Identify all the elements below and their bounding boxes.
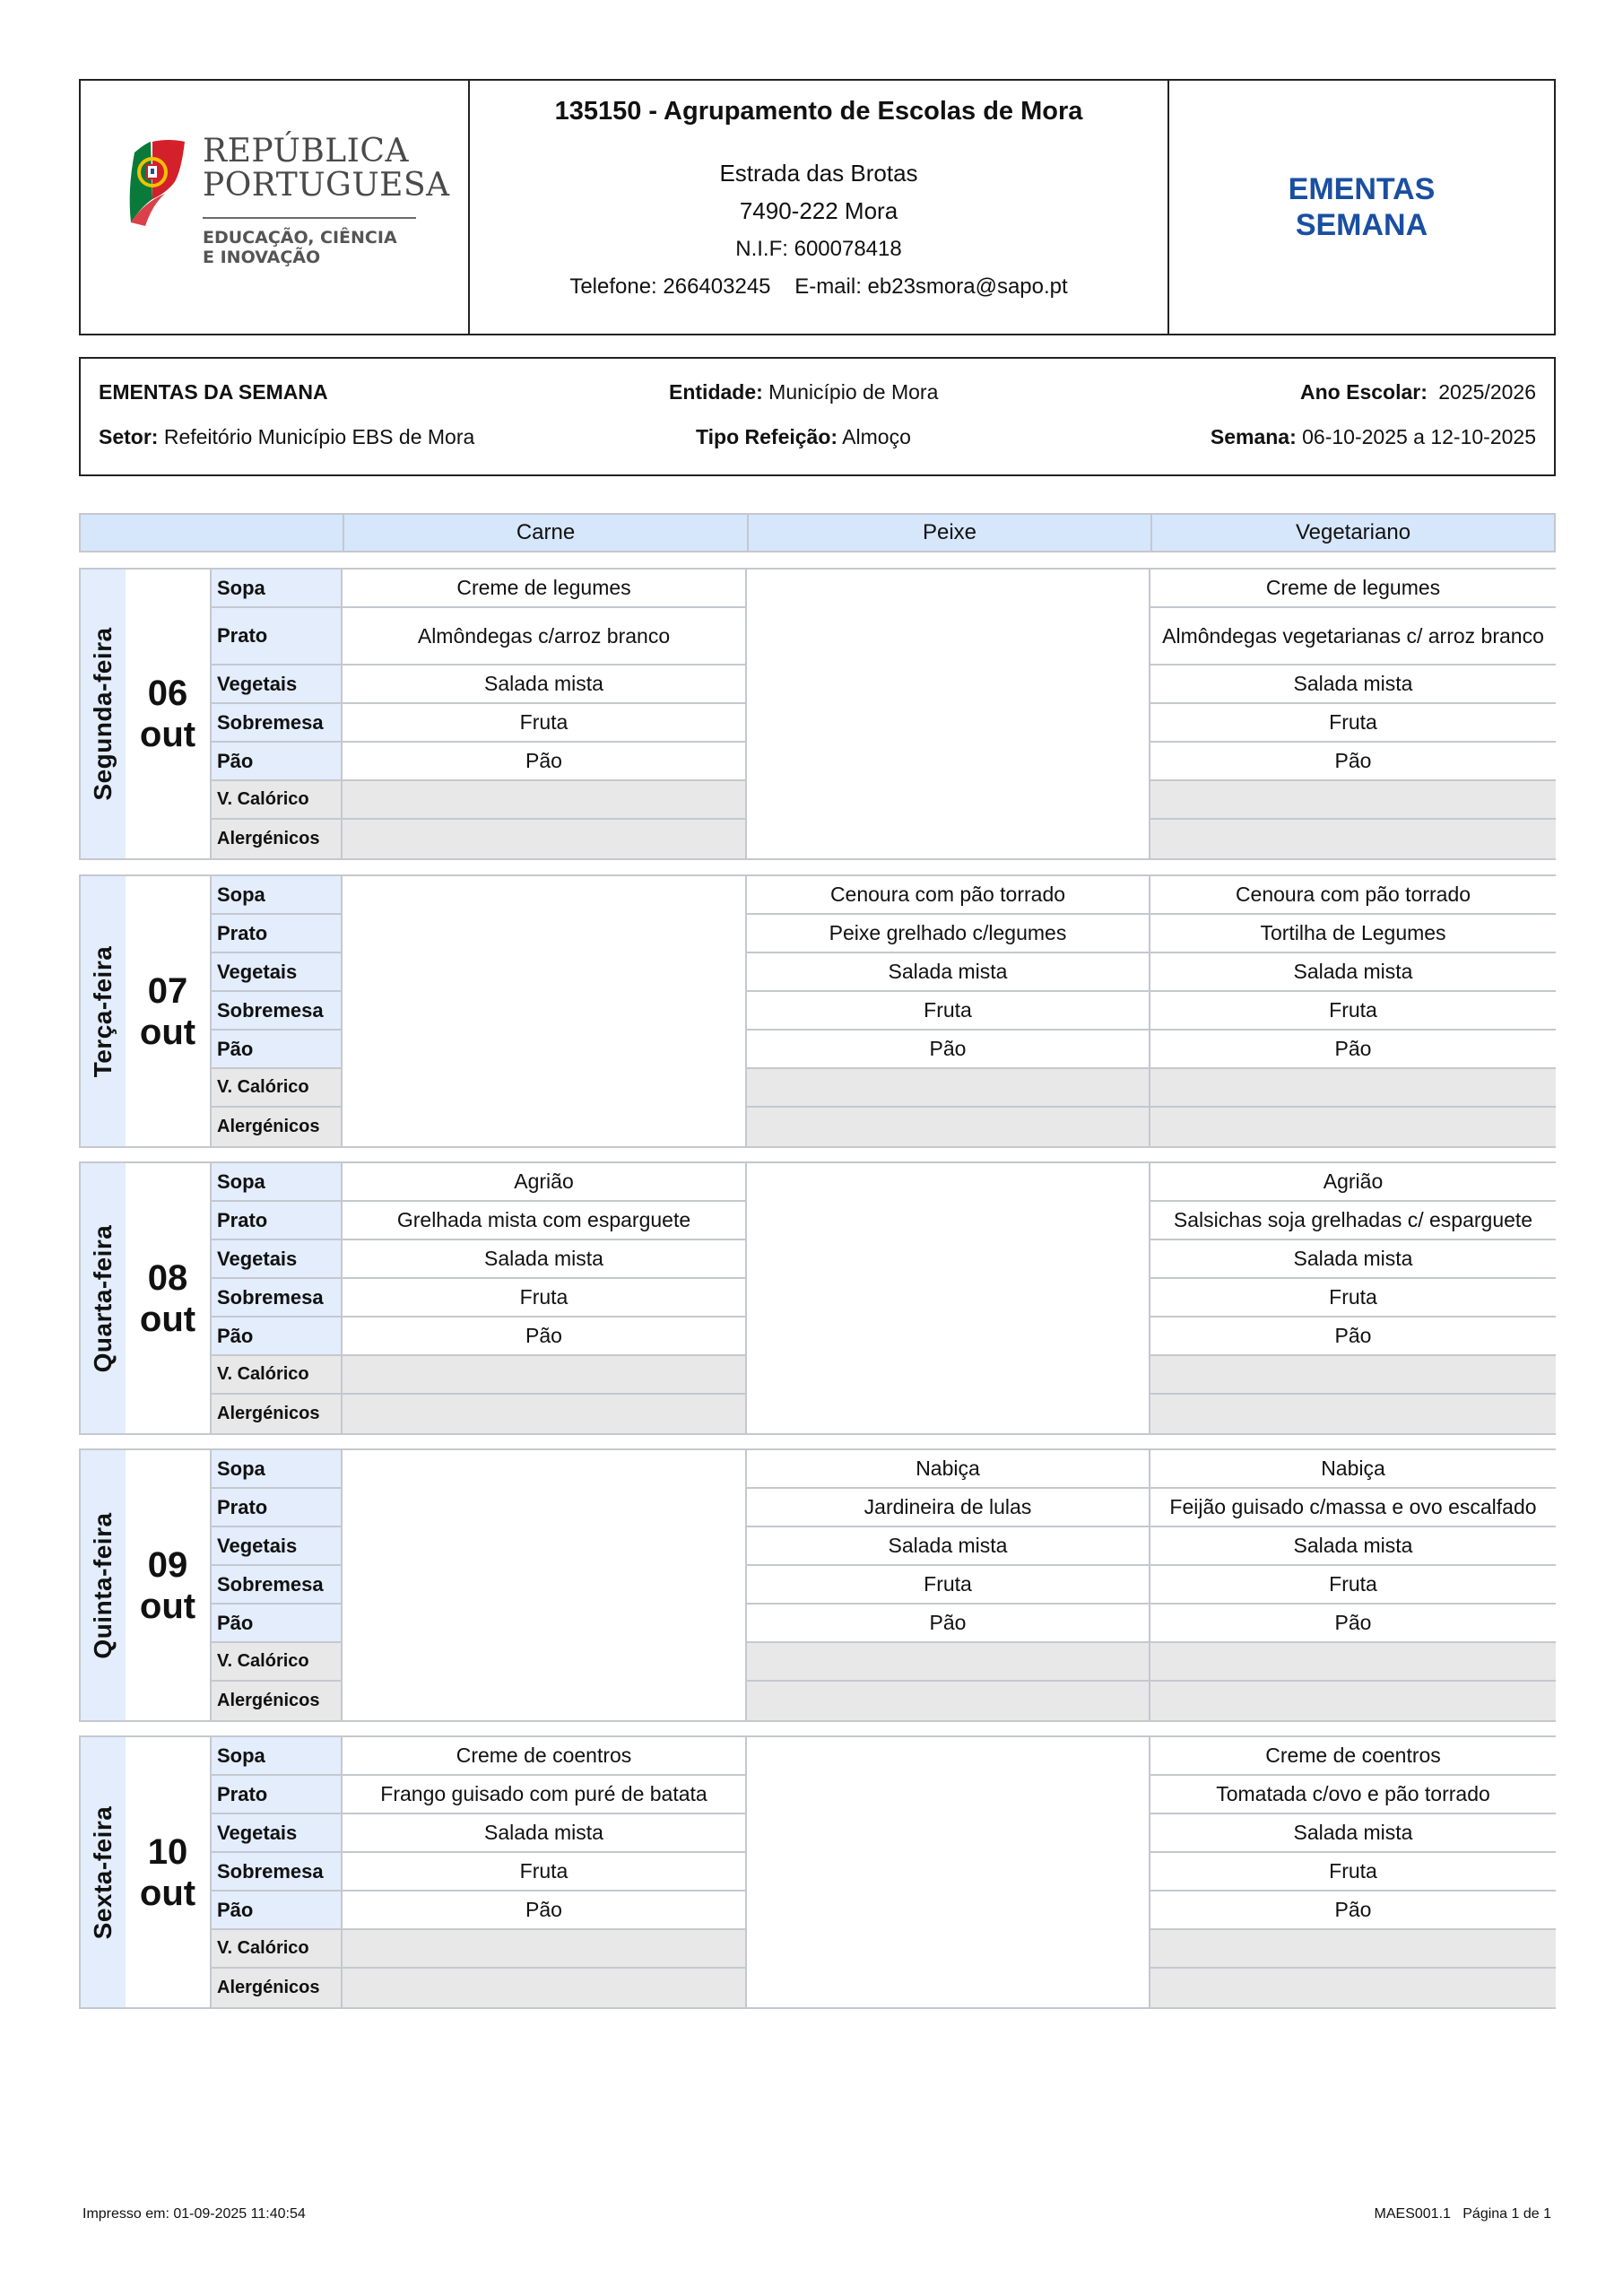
row-label: Alergénicos [212,820,343,858]
day-block [79,874,1556,1148]
row-label: Sopa [212,1737,343,1776]
row-label: Sobremesa [212,1566,343,1605]
menu-cell-vegetariano: Feijão guisado c/massa e ovo escalfado [1150,1489,1556,1527]
menu-cell-vegetariano [1150,1069,1556,1108]
menu-cell-vegetariano [1150,781,1556,820]
menu-cell-vegetariano: Fruta [1150,992,1556,1031]
row-label: Sobremesa [212,1279,343,1318]
row-label: Pão [212,743,343,781]
row-label: Alergénicos [212,1682,343,1720]
column-header-carne: Carne [343,513,749,552]
menu-cell-carne: Frango guisado com puré de batata [343,1776,747,1814]
row-label: Vegetais [212,1814,343,1853]
menu-cell-vegetariano [1150,1108,1556,1146]
day-block [79,568,1556,860]
day-name-cell [81,570,127,858]
date [126,970,210,1053]
day-name: Sexta-feira [89,1805,117,1939]
logo-line-1: REPÚBLICA [203,133,409,170]
logo-wordmark [203,135,450,203]
menu-cell-carne: Pão [343,743,747,781]
menu-cell-carne: Agrião [343,1163,747,1202]
menu-cell-vegetariano: Salada mista [1150,953,1556,992]
row-label: Vegetais [212,953,343,992]
info-entidade [669,380,938,404]
row-label: Alergénicos [212,1108,343,1146]
menu-cell-vegetariano: Fruta [1150,1853,1556,1892]
row-label: V. Calórico [212,1643,343,1682]
menu-cell-peixe [747,1643,1150,1682]
document-title [1289,171,1436,243]
day-name: Quinta-feira [89,1511,117,1659]
date [126,1831,210,1914]
menu-cell-carne: Grelhada mista com esparguete [343,1202,747,1240]
menu-cell-peixe: Pão [747,1031,1150,1069]
menu-cell-vegetariano: Creme de legumes [1150,570,1556,608]
menu-cell-carne [343,1395,747,1433]
row-label: V. Calórico [212,1069,343,1108]
school-name: 135150 - Agrupamento de Escolas de Mora [554,97,1083,126]
menu-cell-vegetariano: Salada mista [1150,665,1556,704]
document-code-page: MAES001.1 Página 1 de 1 [1374,2206,1551,2222]
row-label: Vegetais [212,1527,343,1566]
row-label: Prato [212,915,343,953]
menu-cell-carne: Pão [343,1318,747,1356]
row-label: Sopa [212,570,343,608]
menu-cell-carne [343,1930,747,1969]
menu-cell-vegetariano: Salsichas soja grelhadas c/ esparguete [1150,1202,1556,1240]
logo-sub-line-1: EDUCAÇÃO, CIÊNCIA [203,228,397,248]
menu-cell-vegetariano [1150,1356,1556,1395]
menu-cell-carne: Salada mista [343,1240,747,1279]
day-name: Quarta-feira [89,1224,117,1372]
date-cell [126,1737,212,2007]
date-day: 07 [147,970,188,1011]
menu-cell-peixe [747,1682,1150,1720]
menu-cell-vegetariano: Tortilha de Legumes [1150,915,1556,953]
row-label: V. Calórico [212,781,343,820]
school-address-line-2: 7490-222 Mora [739,197,898,224]
column-header-peixe: Peixe [747,513,1152,552]
menu-cell-vegetariano: Salada mista [1150,1814,1556,1853]
date-month: out [139,715,196,754]
menu-cell-peixe: Fruta [747,992,1150,1031]
row-label: Prato [212,1776,343,1814]
logo-divider [203,217,416,219]
menu-cell-vegetariano: Creme de coentros [1150,1737,1556,1776]
date [126,1544,210,1627]
menu-empty-carne [343,876,747,1146]
menu-empty-peixe [747,570,1150,858]
day-name-cell [81,1737,127,2007]
menu-cell-vegetariano [1150,1969,1556,2007]
menu-cell-vegetariano: Nabiça [1150,1450,1556,1489]
row-label: Pão [212,1892,343,1930]
info-ano-escolar [1300,380,1536,404]
tipo-refeicao-value: Almoço [842,425,911,448]
header-logo-cell [81,81,470,334]
row-label: Pão [212,1031,343,1069]
setor-value: Refeitório Município EBS de Mora [163,425,475,448]
day-name-cell [81,1450,127,1720]
date [126,1257,210,1340]
menu-cell-vegetariano [1150,1930,1556,1969]
school-nif: N.I.F: 600078418 [735,237,902,261]
day-name: Segunda-feira [89,627,117,801]
row-label: Sobremesa [212,1853,343,1892]
menu-cell-peixe: Pão [747,1605,1150,1643]
header-title-cell [1169,81,1554,334]
date-cell [126,570,212,858]
date [126,673,210,755]
menu-cell-carne: Creme de coentros [343,1737,747,1776]
day-block [79,1448,1556,1722]
date-month: out [139,1873,196,1913]
row-label: Sopa [212,1450,343,1489]
date-day: 06 [147,674,188,713]
date-day: 08 [147,1257,188,1298]
ano-escolar-label: Ano Escolar: [1300,380,1428,404]
school-contact: Telefone: 266403245 E-mail: eb23smora@sapo.pt [569,274,1068,299]
row-label: Prato [212,1202,343,1240]
menu-cell-vegetariano [1150,1682,1556,1720]
row-label: Pão [212,1605,343,1643]
menu-cell-carne: Fruta [343,704,747,743]
date-cell [126,876,212,1146]
menu-cell-peixe: Cenoura com pão torrado [747,876,1150,915]
menu-cell-vegetariano: Fruta [1150,1279,1556,1318]
menu-cell-peixe: Salada mista [747,1527,1150,1566]
menu-cell-vegetariano: Salada mista [1150,1240,1556,1279]
day-name-cell [81,1163,127,1433]
row-label: V. Calórico [212,1356,343,1395]
semana-label: Semana: [1210,425,1297,448]
republica-portuguesa-logo [126,133,450,278]
header-school-cell [470,81,1169,334]
semana-value: 06-10-2025 a 12-10-2025 [1302,425,1536,448]
row-label: Pão [212,1318,343,1356]
menu-cell-vegetariano: Pão [1150,743,1556,781]
day-block [79,1161,1556,1435]
info-tipo-refeicao [696,425,911,449]
date-cell [126,1450,212,1720]
menu-cell-peixe: Salada mista [747,953,1150,992]
menu-cell-peixe: Nabiça [747,1450,1150,1489]
menu-cell-vegetariano: Pão [1150,1318,1556,1356]
menu-cell-vegetariano [1150,1395,1556,1433]
column-header-blank [79,513,344,552]
menu-cell-vegetariano: Fruta [1150,1566,1556,1605]
info-heading: EMENTAS DA SEMANA [99,380,328,404]
document-header [79,79,1556,335]
document-title-line-1: EMENTAS [1288,172,1436,206]
row-label: V. Calórico [212,1930,343,1969]
menu-cell-vegetariano: Pão [1150,1892,1556,1930]
setor-label: Setor: [99,425,159,448]
info-setor [99,425,474,449]
school-address-line-1: Estrada das Brotas [719,160,918,187]
entidade-value: Município de Mora [768,380,939,404]
menu-empty-carne [343,1450,747,1720]
menu-cell-vegetariano: Salada mista [1150,1527,1556,1566]
menu-cell-carne: Fruta [343,1279,747,1318]
menu-cell-vegetariano: Pão [1150,1031,1556,1069]
date-month: out [139,1012,196,1052]
menu-cell-carne: Salada mista [343,665,747,704]
logo-line-2: PORTUGUESA [203,167,450,204]
menu-cell-vegetariano: Almôndegas vegetarianas c/ arroz branco [1150,608,1556,665]
menu-cell-vegetariano: Cenoura com pão torrado [1150,876,1556,915]
row-label: Vegetais [212,665,343,704]
menu-empty-peixe [747,1737,1150,2007]
logo-ministry [203,228,397,267]
date-day: 10 [147,1831,188,1872]
day-name-cell [81,876,127,1146]
menu-cell-vegetariano [1150,1643,1556,1682]
row-label: Sobremesa [212,992,343,1031]
menu-cell-carne: Almôndegas c/arroz branco [343,608,747,665]
logo-sub-line-2: E INOVAÇÃO [203,248,321,267]
menu-cell-carne [343,781,747,820]
menu-cell-carne [343,1356,747,1395]
menu-cell-carne [343,1969,747,2007]
menu-cell-carne: Creme de legumes [343,570,747,608]
menu-cell-peixe: Jardineira de lulas [747,1489,1150,1527]
info-semana [1211,425,1536,449]
menu-cell-peixe: Fruta [747,1566,1150,1605]
menu-cell-peixe [747,1108,1150,1146]
day-name: Terça-feira [89,945,117,1077]
row-label: Sopa [212,876,343,915]
row-label: Sobremesa [212,704,343,743]
row-label: Prato [212,608,343,665]
date-cell [126,1163,212,1433]
document-title-line-2: SEMANA [1295,208,1428,242]
menu-cell-carne: Salada mista [343,1814,747,1853]
row-label: Sopa [212,1163,343,1202]
menu-cell-carne [343,820,747,858]
menu-cell-carne: Fruta [343,1853,747,1892]
row-label: Alergénicos [212,1969,343,2007]
menu-cell-peixe [747,1069,1150,1108]
menu-empty-peixe [747,1163,1150,1433]
date-day: 09 [147,1544,188,1585]
menu-info-box [79,357,1556,476]
portugal-flag-emblem-icon [126,136,188,226]
menu-cell-vegetariano: Tomatada c/ovo e pão torrado [1150,1776,1556,1814]
day-block [79,1735,1556,2009]
tipo-refeicao-label: Tipo Refeição: [696,425,838,448]
menu-cell-carne: Pão [343,1892,747,1930]
printed-timestamp: Impresso em: 01-09-2025 11:40:54 [82,2206,306,2222]
row-label: Alergénicos [212,1395,343,1433]
menu-cell-vegetariano [1150,820,1556,858]
ano-escolar-value: 2025/2026 [1438,380,1536,404]
menu-cell-vegetariano: Agrião [1150,1163,1556,1202]
row-label: Prato [212,1489,343,1527]
row-label: Vegetais [212,1240,343,1279]
column-header-vegetariano: Vegetariano [1150,513,1556,552]
date-month: out [139,1299,196,1339]
menu-cell-vegetariano: Fruta [1150,704,1556,743]
menu-cell-peixe: Peixe grelhado c/legumes [747,915,1150,953]
date-month: out [139,1586,196,1626]
menu-cell-vegetariano: Pão [1150,1605,1556,1643]
entidade-label: Entidade: [669,380,763,404]
